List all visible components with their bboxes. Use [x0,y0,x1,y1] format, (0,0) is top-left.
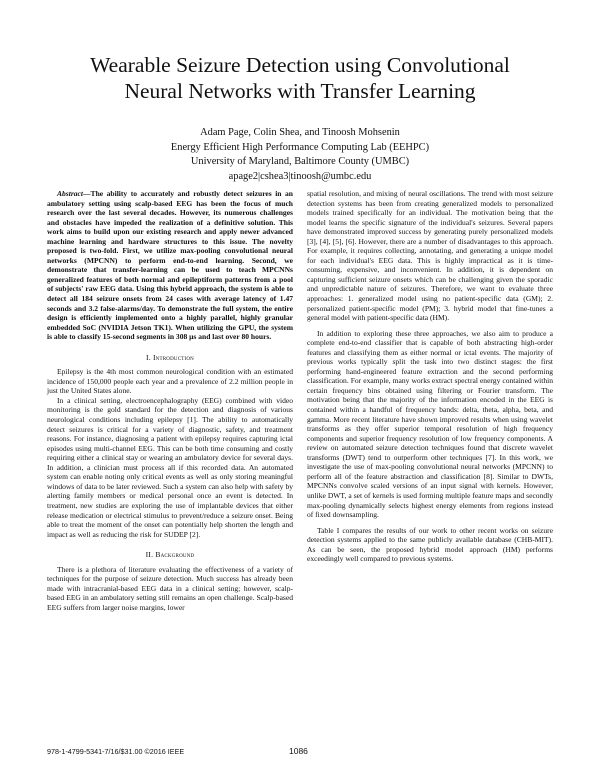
background-paragraph-1: There is a plethora of literature evaluating the effectiveness of a variety of techniques for the purpose of seizure detection. Much success has already been made with intracranial-based EEG data in a clinical setting; however, scalp-based EEG in an ambulatory setting still remains an open challenge. Scalp-based EEG suffers from larger noise margins, lower [47,564,293,612]
right-paragraph-3: Table I compares the results of our work to other recent works on seizure detection systems applied to the same publicly available database (CHB-MIT). As can be seen, the proposed hybrid model approach (HM) performs exceedingly well compared to previous systems. [307,525,553,564]
intro-paragraph-2: In a clinical setting, electroencephalography (EEG) combined with video monitoring is the gold standard for the detection and diagnosis of various neurological conditions including epilepsy [1]. The ability to automatically detect seizures is critical for a variety of diagnostic, safety, and treatment reasons. For instance, diagnosing a patient with epilepsy requires capturing ictal episodes using multi-channel EEG. This can be both time consuming and costly requiring either a clinical stay or wearing an ambulatory device for several days. In addition, a clinician must process all if this recorded data. An automated system can enable noting only critical events as well as only storing meaningful windows of data to be later reviewed. Such a system can also help with safety by alerting family members or medical personal once an event is detected. In treatment, new studies are exploring the use of implantable devices that either release medication or electrical stimulus to prevent/reduce a seizure onset. Being able to treat the moment of the onset can potentially help shorten the length and impact as well as reducing the risk for SUDEP [2]. [47,395,293,539]
author-block [100,126,500,184]
author-email: apage2|cshea3|tinoosh@umbc.edu [228,170,372,182]
right-paragraph-1: spatial resolution, and mixing of neural oscillations. The trend with most seizure detection systems has been from creating generalized models to personalized models trained specifically for an individual. The motivation being that the model learns the specific signature of the individual's seizures. Several papers have demonstrated improved success by generating purely personalized models [3], [4], [5], [6]. However, there are a number of disadvantages to this approach. For example, it requires collecting, annotating, and generating a unique model for each individual's EEG data. This is highly impractical as it is time-consuming, expensive, and inconvenient. In addition, it is dependent on capturing sufficient seizure onsets which can be challenging given the sporadic and unpredictable nature of seizures. Therefore, we want to evaluate three approaches: 1. generalized model using no patient-specific data (GM); 2. personalized patient-specific model (PM); 3. hybrid model that fine-tunes a general model with patient-specific data (HM). [307,189,553,323]
author-lab: Energy Efficient High Performance Computing Lab (EEHPC) [170,141,430,153]
section-heading-word: Introduction [152,352,194,362]
section-heading-word: Background [155,550,195,560]
title-line-2: Neural Networks with Transfer Learning [124,79,476,103]
section-heading-introduction: I. Introduction [146,352,194,362]
abstract-text: —The ability to accurately and robustly detect seizures in an ambulatory setting using scalp-based EEG has been the focus of much research over the last several decades. However, its numerous challenges and obstacles have impeded the realization of a definitive solution. This work aims to build upon our existing research and apply newer advanced machine learning and hardware structures to this issue. The novelty proposed is two-fold. First, we utilize max-pooling convolutional neural networks (MPCNN) to perform end-to-end learning. Second, we demonstrate that transfer-learning can be used to teach MPCNNs generalized features of both normal and epileptiform patterns from a pool of subjects' raw EEG data. Using this hybrid approach, the system is able to detect all 184 seizure onsets from 24 cases with average latency of 1.47 seconds and 3.2 false-alarms/day. To demonstrate the full system, the entire design is efficiently implemented onto a highly parallel, highly granular embedded SoC (NVIDIA Jetson TK1). When utilizing the GPU, the system is able to classify 15-second segments in 308 μs and last over 80 hours. [47,189,293,342]
author-university: University of Maryland, Baltimore County (UMBC) [190,156,410,167]
right-paragraph-2: In addition to exploring these three approaches, we also aim to produce a complete end-to-end classifier that is capable of both abstracting high-order features and classifying them as either normal or ictal events. The majority of previous works typically split the task into two distinct stages: the first performing hand-engineered feature extraction and the second performing classification. For example, many works extract spectral energy contained within certain frequency bins obtained using filtering or Fourier transform. The motivation being that the majority of the information encoded in the EEG is contained within a handful of frequency bands: delta, theta, alpha, beta, and gamma. More recent literature have shown improved results when using wavelet transforms as they offer superior temporal resolution of high frequency components and superior frequency resolution of low frequency components. A review on automated seizure detection techniques found that discrete wavelet transforms (DWT) tend to outperform other techniques [7]. In this work, we investigate the use of max-pooling convolutional neural networks (MPCNN) to perform all of the feature abstraction and classification [8]. Similar to DWTs, MPCNNs convolve scaled versions of an input signal with kernels. However, unlike DWT, a set of kernels is used forming multiple feature maps and secondly max-pooling dynamically selects highest energy elements from regions instead of fixed downsampling. [307,328,553,520]
left-column [47,189,293,612]
right-column [307,189,553,564]
paper-title [40,52,560,104]
abstract [47,189,293,342]
title-line-1: Wearable Seizure Detection using Convolutional [90,53,510,77]
intro-paragraph-1: Epilepsy is the 4th most common neurological condition with an estimated incidence of 150,000 people each year and a prevalence of 2.2 million people in just the United States alone. [47,367,293,396]
author-names: Adam Page, Colin Shea, and Tinoosh Mohsenin [200,127,400,138]
copyright-notice: 978-1-4799-5341-7/16/$31.00 ©2016 IEEE [47,747,185,756]
abstract-label: Abstract [57,189,83,198]
section-heading-background: II. Background [145,550,195,560]
page-number: 1086 [289,746,308,756]
